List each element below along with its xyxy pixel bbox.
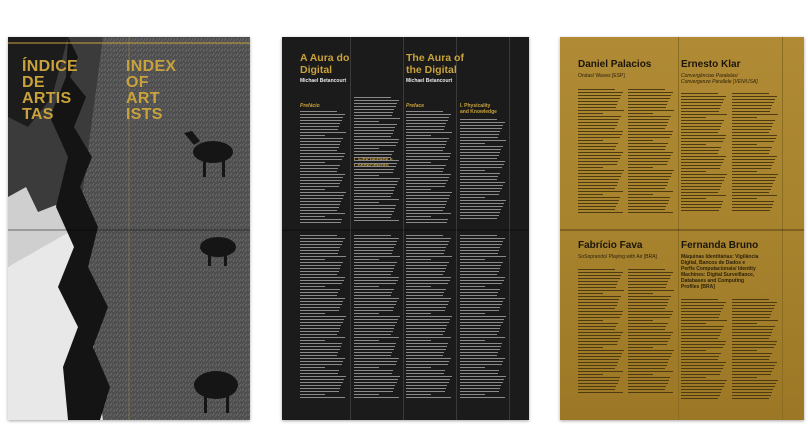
body-text-column (460, 235, 506, 400)
page-fold (282, 229, 529, 231)
page-fold (8, 229, 250, 231)
title-english: INDEX OF ART ISTS (126, 58, 177, 123)
essay-author: Michael Betancourt (300, 78, 347, 84)
page-fold (560, 229, 804, 231)
body-text-column (300, 235, 346, 400)
body-text-column (628, 269, 674, 395)
artists-spread (560, 37, 804, 420)
essay-spread (282, 37, 529, 420)
body-text-column (578, 89, 624, 215)
body-text-column (354, 235, 400, 400)
body-text-column (578, 269, 624, 395)
artwork-title: Convergências Paralelas/ Convergenze Parallele [VEN/USA] (681, 73, 758, 85)
artist-index-spread (8, 37, 250, 420)
body-text-column (460, 119, 506, 221)
artwork-title: Ondas/ Waves [ESP] (578, 73, 625, 79)
essay-title-english: The Aura of the Digital (406, 52, 464, 76)
essay-title-portuguese: A Aura do Digital (300, 52, 350, 76)
body-text-column (681, 93, 727, 213)
artist-name: Daniel Palacios (578, 59, 652, 70)
body-text-column (300, 111, 346, 225)
artwork-title: SoSoprando/ Playing with Air [BRA] (578, 254, 657, 260)
body-text-column (354, 97, 400, 223)
section-heading: Prefácio (300, 103, 320, 109)
artist-name: Fabrício Fava (578, 240, 643, 251)
body-text-column (406, 235, 452, 400)
body-text-column (406, 111, 452, 225)
body-text-column (732, 299, 778, 401)
artwork-title: Máquinas Identitárias: Vigilância Digital, Bancos de Dados e Perfis Computacionais/ Identity Machines: Digital Surveillance, Databases and Computing Profiles [BRA] (681, 254, 759, 290)
title-portuguese: ÍNDICE DE ARTIS TAS (22, 58, 79, 123)
body-text-column (628, 89, 674, 215)
artist-name: Fernanda Bruno (681, 240, 759, 251)
artist-name: Ernesto Klar (681, 59, 741, 70)
body-text-column (732, 93, 778, 213)
body-text-column (681, 299, 727, 401)
section-heading: I. Physicality and Knowledge (460, 103, 497, 115)
essay-author: Michael Betancourt (406, 78, 453, 84)
section-heading: Preface (406, 103, 425, 109)
